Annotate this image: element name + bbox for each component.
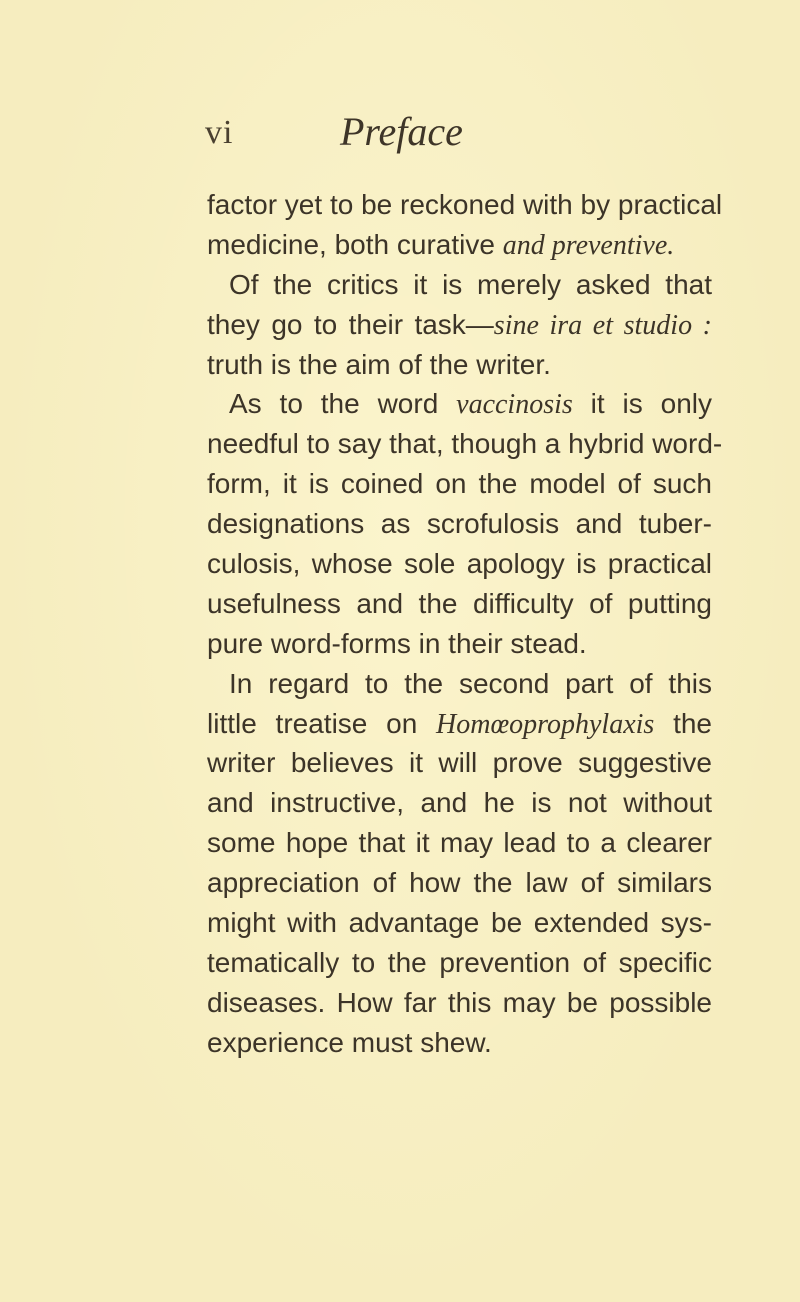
text-line: needful to say that, though a hybrid word- xyxy=(207,428,723,460)
text-line: might with advantage be extended sys- xyxy=(207,907,712,939)
text-line: writer believes it will prove suggestive xyxy=(207,747,712,779)
text-line: culosis, whose sole apology is practical xyxy=(207,548,712,580)
text-line: factor yet to be reckoned with by practical xyxy=(207,189,723,220)
text-line: designations as scrofulosis and tuber- xyxy=(207,508,712,540)
text-line: Of the critics it is merely asked that xyxy=(229,268,712,300)
text-line: appreciation of how the law of similars xyxy=(207,867,712,899)
page-number: vi xyxy=(205,114,234,151)
text-line: As to the word vaccinosis it is only xyxy=(229,388,712,421)
text-line: little treatise on Homœoprophylaxis the xyxy=(207,707,712,740)
italic-phrase: sine ira et studio : xyxy=(493,309,712,341)
italic-phrase: Homœoprophylaxis xyxy=(436,708,655,740)
text-line: and instructive, and he is not without xyxy=(207,787,712,819)
italic-phrase: vaccinosis xyxy=(456,389,573,421)
body-text xyxy=(207,185,723,1063)
text-line: pure word-forms in their stead. xyxy=(207,627,587,659)
running-head: Preface xyxy=(340,109,463,154)
italic-phrase: and preventive. xyxy=(502,229,675,261)
text-line: diseases. How far this may be possible xyxy=(207,986,712,1018)
text-line: medicine, both curative and preventive. xyxy=(207,228,675,261)
text-line: experience must shew. xyxy=(207,1026,492,1058)
text-line: form, it is coined on the model of such xyxy=(207,468,712,500)
text-line: truth is the aim of the writer. xyxy=(207,348,551,380)
text-line: usefulness and the difficulty of putting xyxy=(207,587,712,619)
page-header xyxy=(0,108,800,168)
text-line: some hope that it may lead to a clearer xyxy=(207,827,712,859)
text-line: tematically to the prevention of specific xyxy=(207,946,712,978)
text-line: In regard to the second part of this xyxy=(229,667,712,699)
text-line: they go to their task—sine ira et studio : xyxy=(207,308,712,341)
